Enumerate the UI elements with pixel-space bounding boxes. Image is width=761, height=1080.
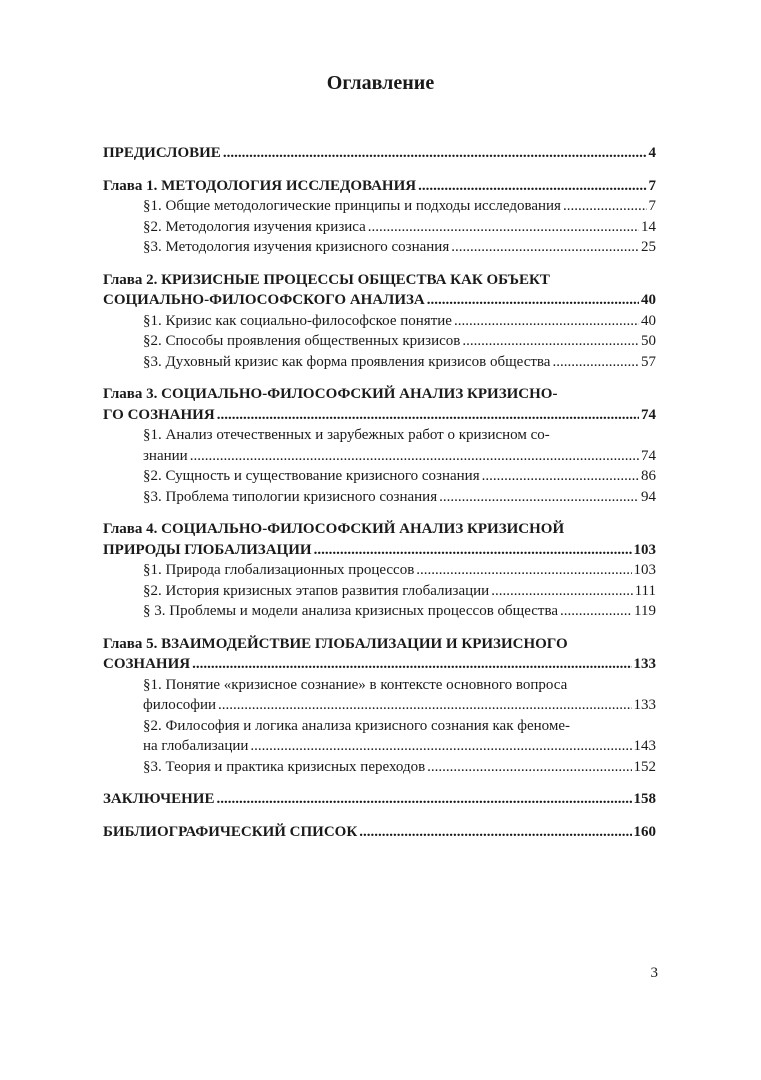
dot-leader: [427, 757, 631, 778]
dot-leader: [552, 352, 639, 373]
toc-page-number: 86: [641, 468, 656, 484]
toc-section-text: §3. Теория и практика кризисных переходов: [143, 758, 426, 775]
toc-section-text: §3. Методология изучения кризисного сознания: [143, 239, 450, 255]
toc-page-number: 133: [633, 697, 656, 713]
toc-chapter-1[interactable]: [103, 176, 656, 197]
toc-section-5-1[interactable]: [103, 695, 656, 716]
toc-page-number: 74: [641, 406, 656, 423]
dot-leader: [368, 217, 639, 238]
toc-page-number: 152: [633, 758, 656, 775]
toc-page-number: 103: [633, 562, 656, 578]
toc-page-number: 7: [648, 177, 656, 194]
toc-chapter-2[interactable]: [103, 290, 656, 311]
toc-page-number: 57: [641, 353, 656, 370]
table-of-contents: [103, 143, 656, 842]
toc-chapter-heading: Глава 1. МЕТОДОЛОГИЯ ИССЛЕДОВАНИЯ: [103, 177, 417, 194]
toc-page-number: 25: [641, 239, 656, 255]
page-number: 3: [650, 965, 658, 981]
toc-section-text: §3. Проблема типологии кризисного сознания: [143, 488, 438, 505]
dot-leader: [482, 466, 639, 487]
toc-section-text: § 3. Проблемы и модели анализа кризисных процессов общества: [143, 603, 558, 619]
dot-leader: [563, 196, 647, 217]
toc-page-number: 119: [634, 603, 656, 619]
toc-entry-text: ЗАКЛЮЧЕНИЕ: [103, 791, 215, 807]
toc-chapter-heading: ГО СОЗНАНИЯ: [103, 406, 215, 423]
toc-section-text: на глобализации: [143, 738, 249, 754]
toc-section-5-1-line1[interactable]: §1. Понятие «кризисное сознание» в контексте основного вопроса: [143, 676, 568, 693]
dot-leader: [451, 237, 639, 258]
dot-leader: [462, 331, 639, 352]
toc-section-text: §2. История кризисных этапов развития глобализации: [143, 582, 490, 599]
toc-chapter-4-line1[interactable]: Глава 4. СОЦИАЛЬНО-ФИЛОСОФСКИЙ АНАЛИЗ КРИЗИСНОЙ: [103, 521, 565, 537]
toc-chapter-heading: СОЦИАЛЬНО-ФИЛОСОФСКОГО АНАЛИЗА: [103, 292, 425, 308]
toc-section-3-1-line1[interactable]: §1. Анализ отечественных и зарубежных работ о кризисном со-: [143, 427, 550, 443]
toc-section-2-3[interactable]: [103, 352, 656, 373]
dot-leader: [217, 405, 639, 426]
toc-section-text: знании: [143, 447, 188, 464]
toc-page-number: 40: [641, 312, 656, 329]
toc-page-number: 14: [641, 218, 656, 235]
dot-leader: [418, 176, 646, 197]
dot-leader: [192, 654, 631, 675]
toc-section-1-1[interactable]: [103, 196, 656, 217]
toc-chapter-4[interactable]: [103, 540, 656, 561]
toc-section-2-1[interactable]: [103, 311, 656, 332]
toc-page-number: 111: [634, 582, 656, 599]
dot-leader: [250, 736, 631, 757]
toc-section-text: §2. Сущность и существование кризисного сознания: [143, 468, 480, 484]
toc-section-1-2[interactable]: [103, 217, 656, 238]
toc-section-4-1[interactable]: [103, 560, 656, 581]
toc-section-2-2[interactable]: [103, 331, 656, 352]
toc-section-3-2[interactable]: [103, 466, 656, 487]
toc-section-5-2[interactable]: [103, 736, 656, 757]
toc-section-5-3[interactable]: [103, 757, 656, 778]
dot-leader: [491, 581, 632, 602]
toc-section-text: §2. Методология изучения кризиса: [143, 218, 366, 235]
page-title: Оглавление: [326, 72, 435, 94]
toc-section-text: §2. Способы проявления общественных кризисов: [143, 333, 461, 349]
toc-section-3-3[interactable]: [103, 487, 656, 508]
toc-section-4-3[interactable]: [103, 601, 656, 622]
toc-page-number: 143: [633, 738, 656, 754]
toc-page-number: 4: [648, 145, 656, 161]
toc-page-number: 50: [641, 333, 656, 349]
toc-chapter-2-line1[interactable]: Глава 2. КРИЗИСНЫЕ ПРОЦЕССЫ ОБЩЕСТВА КАК ОБЪЕКТ: [103, 271, 550, 288]
toc-entry-text: ПРЕДИСЛОВИЕ: [103, 145, 221, 161]
toc-page-number: 103: [633, 541, 656, 558]
dot-leader: [218, 695, 631, 716]
dot-leader: [416, 560, 631, 581]
toc-page-number: 74: [641, 447, 656, 464]
toc-entry-conclusion[interactable]: [103, 789, 656, 810]
toc-chapter-heading: ПРИРОДЫ ГЛОБАЛИЗАЦИИ: [103, 541, 312, 558]
toc-chapter-5-line1[interactable]: Глава 5. ВЗАИМОДЕЙСТВИЕ ГЛОБАЛИЗАЦИИ И КРИЗИСНОГО: [103, 635, 568, 652]
toc-section-text: философии: [143, 697, 217, 713]
dot-leader: [560, 601, 632, 622]
toc-section-text: §1. Кризис как социально-философское понятие: [143, 312, 452, 329]
dot-leader: [439, 487, 639, 508]
toc-chapter-3-line1[interactable]: Глава 3. СОЦИАЛЬНО-ФИЛОСОФСКИЙ АНАЛИЗ КРИЗИСНО-: [103, 386, 558, 402]
toc-page-number: 133: [633, 656, 656, 672]
toc-page-number: 94: [641, 488, 656, 505]
dot-leader: [314, 540, 632, 561]
dot-leader: [454, 311, 639, 332]
toc-section-5-2-line1[interactable]: §2. Философия и логика анализа кризисного сознания как феноме-: [143, 717, 570, 734]
toc-section-1-3[interactable]: [103, 237, 656, 258]
toc-page-number: 160: [633, 823, 656, 840]
toc-page-number: 40: [641, 292, 656, 308]
dot-leader: [223, 143, 647, 164]
toc-chapter-heading: СОЗНАНИЯ: [103, 656, 191, 672]
toc-entry-preface[interactable]: [103, 143, 656, 164]
toc-section-text: §3. Духовный кризис как форма проявления кризисов общества: [143, 353, 551, 370]
toc-section-3-1[interactable]: [103, 446, 656, 467]
toc-page-number: 158: [633, 791, 656, 807]
toc-section-4-2[interactable]: [103, 581, 656, 602]
toc-section-text: §1. Общие методологические принципы и подходы исследования: [143, 198, 561, 214]
dot-leader: [216, 789, 631, 810]
toc-page-number: 7: [648, 198, 656, 214]
dot-leader: [427, 290, 639, 311]
toc-section-text: §1. Природа глобализационных процессов: [143, 562, 415, 578]
toc-entry-bibliography[interactable]: [103, 822, 656, 843]
toc-chapter-3[interactable]: [103, 405, 656, 426]
toc-entry-text: БИБЛИОГРАФИЧЕСКИЙ СПИСОК: [103, 823, 358, 840]
dot-leader: [190, 446, 639, 467]
dot-leader: [359, 822, 631, 843]
toc-chapter-5[interactable]: [103, 654, 656, 675]
